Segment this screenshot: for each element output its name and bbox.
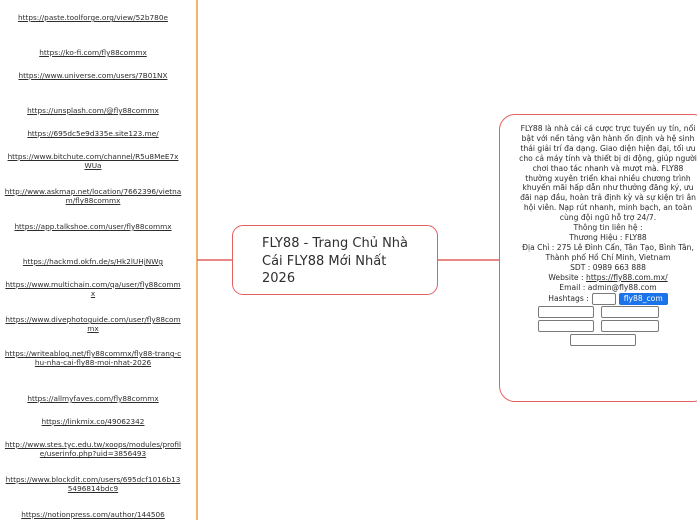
description-text: FLY88 là nhà cái cá cược trực tuyến uy tín, nổi bật với nền tảng vận hành ổn định và hệ sinh thái giải trí đa dạng. Giao diện hiện đại, tối ưu cho cả máy tính và thiết bị di động, giúp người chơi thao tác nhanh và mượt mà. FLY88 thường xuyên triển khai nhiều chương trình khuyến mãi hấp dẫn như thưởng đăng ký, ưu đãi nạp đầu, hoàn trả định kỳ và sự kiện tri ân hội viên. Nạp rút nhanh, minh bạch, an toàn cùng đội ngũ hỗ trợ 24/7.: [519, 124, 697, 223]
website-line: [518, 273, 697, 283]
info-card-node[interactable]: [499, 114, 697, 402]
link-item[interactable]: https://writeablog.net/fly88commx/fly88-trang-chu-nha-cai-fly88-moi-nhat-2026: [4, 349, 182, 368]
hashtag-box[interactable]: [570, 334, 636, 346]
link-item[interactable]: https://allmyfaves.com/fly88commx: [27, 394, 159, 403]
contact-heading: Thông tin liên hệ :: [573, 223, 643, 233]
hashtag-row: [518, 293, 697, 305]
link-item[interactable]: https://app.talkshoe.com/user/fly88commx: [14, 222, 172, 231]
link-item[interactable]: https://hackmd.okfn.de/s/Hk2lUHjNWg: [22, 257, 164, 266]
link-item[interactable]: https://paste.toolforge.org/view/52b780e: [18, 13, 168, 22]
hashtag-selected[interactable]: fly88_com: [619, 293, 668, 305]
link-item[interactable]: https://695dc5e9d335e.site123.me/: [27, 129, 159, 138]
link-item[interactable]: https://unsplash.com/@fly88commx: [27, 106, 159, 115]
link-list: [0, 0, 186, 520]
central-topic-title: FLY88 - Trang Chủ Nhà Cái FLY88 Mới Nhất 2026: [262, 236, 409, 286]
hashtag-box[interactable]: [601, 320, 659, 332]
link-item[interactable]: https://www.universe.com/users/7B01NX: [18, 71, 168, 80]
hashtag-box[interactable]: [538, 320, 594, 332]
hashtag-box[interactable]: [601, 306, 659, 318]
link-item[interactable]: https://notionpress.com/author/144506: [21, 510, 165, 519]
hashtags-label: Hashtags :: [548, 294, 589, 304]
central-topic-node[interactable]: [232, 225, 438, 295]
hashtag-box[interactable]: [538, 306, 594, 318]
email-text: Email : admin@fly88.com: [559, 282, 657, 292]
link-item[interactable]: https://www.divephotoguide.com/user/fly88commx: [5, 315, 181, 334]
address-text: Địa Chỉ : 275 Lê Đình Cẩn, Tân Tạo, Bình Tân, Thành phố Hồ Chí Minh, Vietnam: [522, 242, 694, 262]
link-item[interactable]: https://ko-fi.com/fly88commx: [39, 48, 147, 57]
link-item[interactable]: https://www.multichain.com/qa/user/fly88commx: [5, 280, 181, 299]
link-item[interactable]: https://www.blockdit.com/users/695dcf1016b135496814bdc9: [5, 475, 181, 494]
website-link[interactable]: https://fly88.com.mx/: [586, 272, 668, 282]
link-item[interactable]: http://www.askmap.net/location/7662396/vietnam/fly88commx: [4, 187, 182, 206]
website-label: Website :: [548, 272, 586, 282]
link-item[interactable]: https://linkmix.co/49062342: [41, 417, 145, 426]
hashtag-grid: [518, 305, 697, 347]
link-item[interactable]: http://www.stes.tyc.edu.tw/xoops/modules/profile/userinfo.php?uid=3856493: [4, 440, 182, 459]
link-item[interactable]: https://www.bitchute.com/channel/R5u8MeE7xWUa: [7, 152, 179, 171]
phone-text: SDT : 0989 663 888: [570, 262, 646, 272]
hashtag-box[interactable]: [592, 293, 616, 305]
brand-text: Thương Hiệu : FLY88: [569, 232, 647, 242]
